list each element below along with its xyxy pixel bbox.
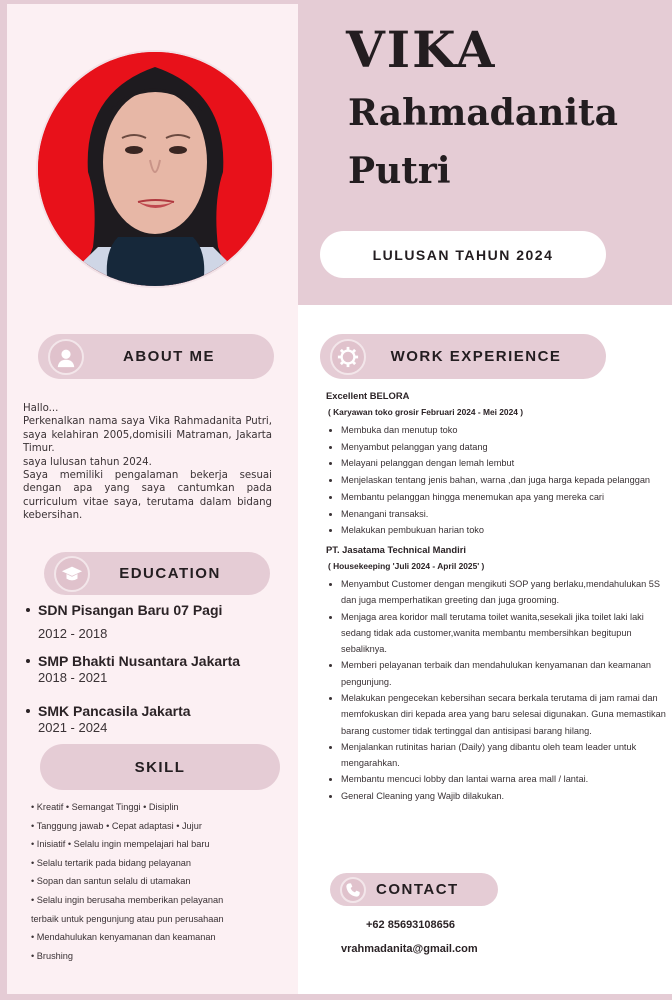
work-experience-title: WORK EXPERIENCE [390, 348, 562, 365]
duty-item: Menjalankan rutinitas harian (Daily) yang dibantu oleh team leader untuk mengarahkan. [326, 739, 666, 772]
last-name: Putri [348, 150, 451, 192]
duty-item: Menjelaskan tentang jenis bahan, warna ,dan juga harga kepada pelanggan [326, 472, 666, 489]
duty-item: Menyambut Customer dengan mengikuti SOP yang berlaku,mendahulukan 5S dan juga memperhatikan greeting dan juga grooming. [326, 576, 666, 609]
skill-line: • Tanggung jawab • Cepat adaptasi • Jujur [31, 820, 202, 831]
about-line: Saya memiliki pengalaman bekerja sesuai dengan apa yang saya cantumkan pada curriculum vitae saya, terutama dalam bidang kebersihan. [23, 470, 272, 522]
duty-item: Menyambut pelanggan yang datang [326, 439, 666, 456]
duty-item: Menangani transaksi. [326, 506, 666, 523]
duty-item: General Cleaning yang Wajib dilakukan. [326, 788, 666, 804]
education-list [24, 601, 294, 736]
education-item [24, 702, 294, 736]
duty-list [326, 422, 666, 539]
contact-phone[interactable]: +62 85693108656 [366, 919, 456, 931]
about-me-text [23, 402, 272, 523]
job-company: PT. Jasatama Technical Mandiri [326, 543, 466, 555]
education-heading [44, 552, 270, 595]
job-period: ( Housekeeping 'Juli 2024 - April 2025' ) [328, 560, 485, 571]
skill-line: • Kreatif • Semangat Tinggi • Disiplin [31, 802, 179, 812]
skill-list [31, 798, 291, 965]
duty-item: Membantu pelanggan hingga menemukan apa yang mereka cari [326, 489, 666, 506]
user-icon [48, 339, 84, 375]
work-experience-heading [320, 334, 606, 379]
job-entry [326, 389, 666, 539]
contact-heading [330, 873, 498, 906]
job-entry [326, 543, 666, 804]
first-name: VIKA [346, 20, 497, 79]
graduation-badge: LULUSAN TAHUN 2024 [320, 231, 606, 278]
duty-list [326, 576, 666, 804]
duty-item: Melakukan pengecekan kebersihan secara berkala terutama di jam ramai dan memfokuskan diri kepada area yang baru selesai digunakan. Guna memastikan barang customer tidak tertinggal dan antisipasi barang hilang. [326, 690, 666, 739]
education-title: EDUCATION [119, 565, 221, 582]
bottom-strip [18, 994, 672, 1000]
skill-title: SKILL [134, 758, 186, 776]
about-line: saya lulusan tahun 2024. [23, 456, 152, 468]
duty-item: Menjaga area koridor mall terutama toilet wanita,sesekali jika toilet laki laki sedang tidak ada customer,wanita membantu membersihkan begitupun sebaliknya. [326, 609, 666, 658]
duty-item: Membuka dan menutup toko [326, 422, 666, 439]
education-item [24, 652, 294, 686]
education-item [24, 601, 294, 642]
about-me-title: ABOUT ME [123, 348, 215, 365]
school-years: 2018 - 2021 [38, 670, 108, 685]
phone-icon [340, 877, 366, 903]
about-line: Perkenalkan nama saya Vika Rahmadanita Putri, saya kelahiran 2005,domisili Matraman, Jakarta Timur. [23, 416, 272, 455]
skill-line: • Selalu ingin berusaha memberikan pelayanan [31, 894, 224, 905]
middle-name: Rahmadanita [348, 92, 618, 134]
gear-icon [330, 339, 366, 375]
contact-email[interactable]: vrahmadanita@gmail.com [341, 943, 478, 955]
skill-line: • Brushing [31, 950, 74, 961]
graduation-cap-icon [54, 556, 90, 592]
duty-item: Melayani pelanggan dengan lemah lembut [326, 455, 666, 472]
portrait-illustration [38, 52, 272, 286]
skill-line: • Mendahulukan kenyamanan dan keamanan [31, 932, 216, 943]
job-period: ( Karyawan toko grosir Februari 2024 - Mei 2024 ) [328, 407, 524, 417]
skill-line: • Selalu tertarik pada bidang pelayanan [31, 857, 192, 868]
skill-line: • Inisiatif • Selalu ingin mempelajari hal baru [31, 839, 210, 850]
about-line: Hallo... [23, 403, 59, 414]
duty-item: Memberi pelayanan terbaik dan mendahulukan kenyamanan dan keamanan pengunjung. [326, 657, 666, 690]
school-name: SMK Pancasila Jakarta [38, 703, 191, 719]
contact-title: CONTACT [376, 881, 459, 898]
duty-item: Membantu mencuci lobby dan lantai warna area mall / lantai. [326, 771, 666, 787]
school-name: SDN Pisangan Baru 07 Pagi [38, 602, 223, 618]
profile-photo [38, 52, 272, 286]
school-years: 2012 - 2018 [38, 626, 108, 641]
skill-heading [40, 744, 280, 790]
work-experience-list [326, 389, 666, 804]
school-name: SMP Bhakti Nusantara Jakarta [38, 653, 241, 669]
skill-line: terbaik untuk pengunjung atau pun perusahaan [31, 913, 224, 924]
job-company: Excellent BELORA [326, 390, 410, 401]
school-years: 2021 - 2024 [38, 720, 108, 735]
duty-item: Melakukan pembukuan harian toko [326, 522, 666, 539]
about-me-heading [38, 334, 274, 379]
skill-line: • Sopan dan santun selalu di utamakan [31, 876, 191, 887]
